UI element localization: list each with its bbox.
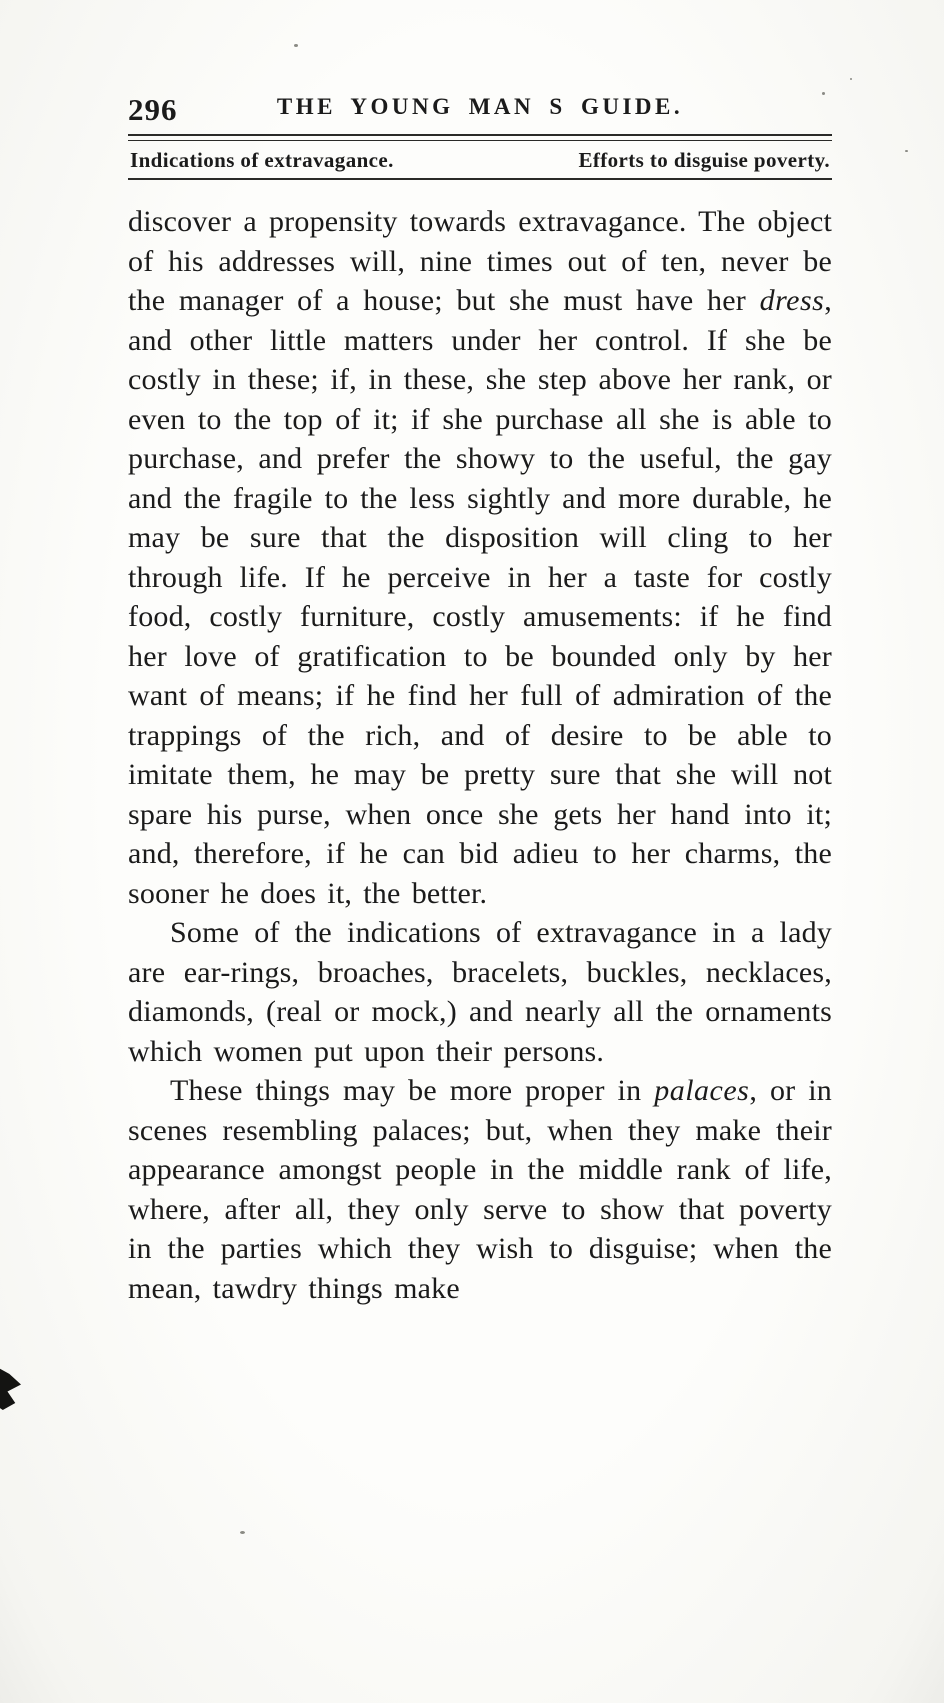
running-title: THE YOUNG MAN S GUIDE.	[276, 94, 684, 119]
subhead-rule	[128, 178, 832, 180]
page-header	[128, 86, 832, 128]
paragraph: Some of the indications of extravagance in a lady are ear-rings, broaches, bracelets, buckles, necklaces, diamonds, (real or mock,) and nearly all the ornaments which women put upon their persons.	[128, 916, 832, 1068]
subhead-right: Efforts to disguise poverty.	[578, 148, 830, 172]
scan-artifact	[905, 150, 908, 152]
scan-artifact	[822, 92, 825, 95]
scan-artifact	[294, 44, 298, 47]
ink-smudge	[0, 1366, 21, 1410]
scan-artifact	[850, 78, 852, 80]
subhead-left: Indications of extravagance.	[130, 148, 394, 172]
page-content	[128, 86, 832, 1308]
section-subheads	[128, 141, 832, 178]
scan-artifact	[240, 1531, 245, 1534]
paragraph: discover a propensity towards extravagance. The object of his addresses will, nine times out of ten, never be the manager of a house; but she must have her dress, and other little matters under her control. If she be costly in these; if, in these, she step above her rank, or even to the top of it; if she purchase all she is able to purchase, and prefer the showy to the useful, the gay and the fragile to the less sightly and more durable, he may be sure that the disposition will cling to her through life. If he perceive in her a taste for costly food, costly furniture, costly amusements: if he find her love of gratification to be bounded only by her want of means; if he find her full of admiration of the trappings of the rich, and of desire to be able to imitate them, he may be pretty sure that she will not spare his purse, when once she gets her hand into it; and, therefore, if he can bid adieu to her charms, the sooner he does it, the better.	[128, 205, 832, 910]
paragraph: These things may be more proper in palaces, or in scenes resembling palaces; but, when they make their appearance amongst people in the middle rank of life, where, after all, they only serve to show that poverty in the parties which they wish to disguise; when the mean, tawdry things make	[128, 1074, 832, 1305]
header-double-rule	[128, 134, 832, 141]
body-text	[128, 202, 832, 1308]
page-number: 296	[128, 92, 178, 127]
